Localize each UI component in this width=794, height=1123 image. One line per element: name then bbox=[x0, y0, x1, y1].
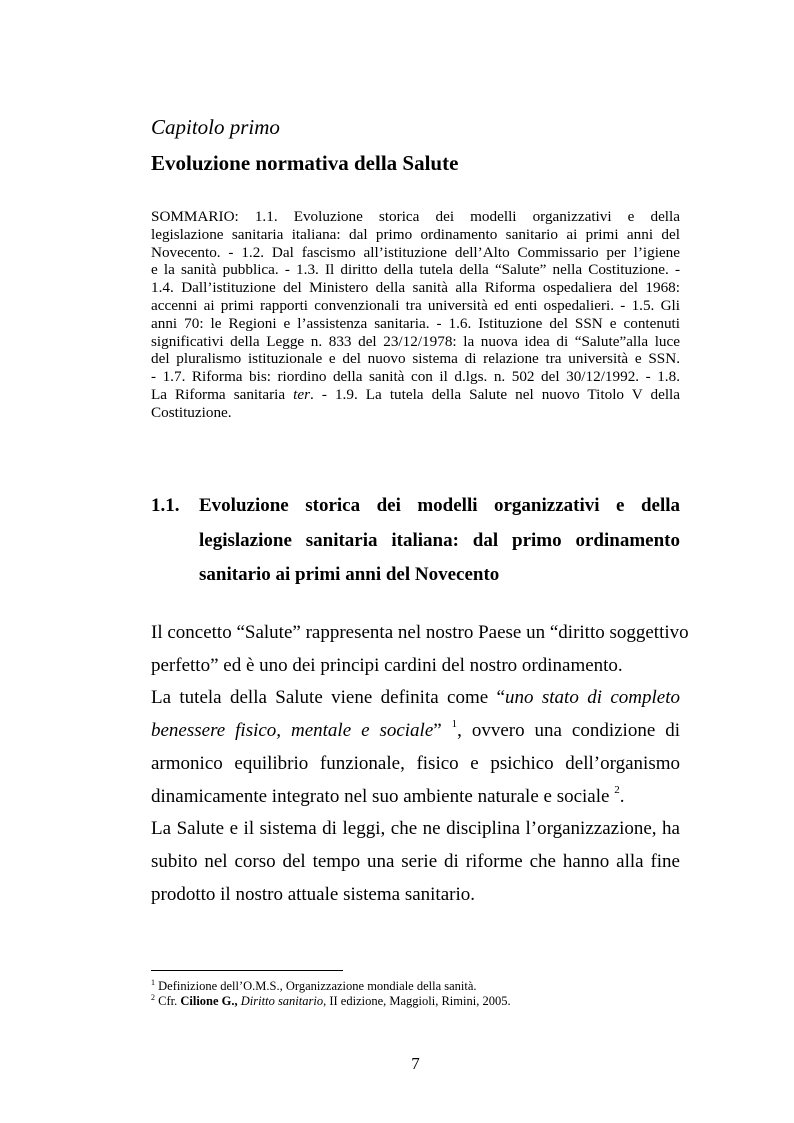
summary-text: La Riforma sanitaria bbox=[151, 385, 294, 403]
chapter-label: Capitolo primo bbox=[151, 115, 280, 139]
section-number: 1.1. bbox=[151, 495, 180, 516]
summary-line: legislazione sanitaria italiana: dal primo ordinamento sanitario ai primi anni del bbox=[151, 225, 680, 243]
summary-text: . - 1.9. La tutela della Salute nel nuovo Titolo V della bbox=[310, 385, 681, 403]
footnote-text: , II edizione, Maggioli, Rimini, 2005. bbox=[323, 994, 511, 1008]
summary-line: Novecento. - 1.2. Dal fascismo all’istituzione dell’Alto Commissario per l’igiene bbox=[151, 243, 680, 261]
body-line: La Salute e il sistema di leggi, che ne disciplina l’organizzazione, ha bbox=[151, 818, 680, 840]
footnote-number: 2 bbox=[151, 993, 155, 1002]
body-line: subito nel corso del tempo una serie di riforme che hanno alla fine bbox=[151, 850, 680, 872]
footnote-book-title: Diritto sanitario bbox=[240, 994, 324, 1008]
body-line: armonico equilibrio funzionale, fisico e psichico dell’organismo bbox=[151, 752, 680, 774]
summary-line: accenni ai primi rapporti convenzionali tra università ed enti ospedalieri. - 1.5. Gli bbox=[151, 296, 680, 314]
body-text: , ovvero una condizione di bbox=[457, 720, 680, 742]
body-line: Il concetto “Salute” rappresenta nel nostro Paese un “diritto soggettivo bbox=[151, 622, 689, 643]
body-text: La tutela della Salute viene definita come “ bbox=[151, 687, 505, 709]
body-line bbox=[151, 682, 680, 715]
summary-italic: ter bbox=[293, 385, 311, 403]
body-line bbox=[151, 781, 680, 814]
footnote-ref: 1 bbox=[451, 718, 458, 731]
body-line bbox=[151, 715, 680, 748]
summary-line: anni 70: le Regioni e l’assistenza sanitaria. - 1.6. Istituzione del SSN e contenuti bbox=[151, 314, 680, 332]
chapter-title: Evoluzione normativa della Salute bbox=[151, 151, 459, 175]
page-number: 7 bbox=[411, 1054, 420, 1073]
section-title-line: Evoluzione storica dei modelli organizzativi e della bbox=[199, 495, 680, 516]
summary-line bbox=[151, 386, 680, 404]
body-paragraphs bbox=[151, 617, 689, 911]
summary-line: - 1.7. Riforma bis: riordino della sanità con il d.lgs. n. 502 del 30/12/1992. - 1.8. bbox=[151, 368, 680, 386]
body-text: . bbox=[619, 785, 625, 807]
summary-line: del pluralismo istituzionale e del nuovo sistema di relazione tra università e SSN. bbox=[151, 350, 680, 368]
body-text: dinamicamente integrato nel suo ambiente naturale e sociale bbox=[151, 785, 615, 807]
footnote-1 bbox=[151, 979, 477, 994]
summary-line: e la sanità pubblica. - 1.3. Il diritto della tutela della “Salute” nella Costituzione. - bbox=[151, 261, 680, 279]
body-line: perfetto” ed è uno dei principi cardini del nostro ordinamento. bbox=[151, 654, 623, 676]
body-text: ” bbox=[433, 720, 452, 742]
summary-block bbox=[151, 208, 680, 422]
section-title-line: sanitario ai primi anni del Novecento bbox=[199, 564, 500, 585]
summary-line: significativi della Legge n. 833 del 23/12/1978: la nuova idea di “Salute”alla luce bbox=[151, 332, 680, 350]
body-italic: benessere fisico, mentale e sociale bbox=[151, 720, 434, 742]
summary-line: Costituzione. bbox=[151, 403, 232, 421]
body-italic: uno stato di completo bbox=[505, 687, 680, 709]
section-title bbox=[199, 489, 680, 593]
summary-line: 1.4. Dall’istituzione del Ministero della sanità alla Riforma ospedaliera del 1968: bbox=[151, 279, 680, 297]
section-title-line: legislazione sanitaria italiana: dal primo ordinamento bbox=[199, 529, 680, 551]
footnote-divider bbox=[151, 970, 343, 971]
summary-line: SOMMARIO: 1.1. Evoluzione storica dei modelli organizzativi e della bbox=[151, 208, 680, 225]
footnote-text: Cfr. bbox=[155, 994, 181, 1008]
footnote-number: 1 bbox=[151, 978, 155, 987]
footnote-author: Cilione G., bbox=[180, 994, 238, 1008]
body-line: prodotto il nostro attuale sistema sanitario. bbox=[151, 883, 475, 905]
footnote-2 bbox=[151, 994, 511, 1009]
footnote-ref: 2 bbox=[614, 783, 620, 796]
footnote-text: Definizione dell’O.M.S., Organizzazione mondiale della sanità. bbox=[155, 979, 477, 993]
